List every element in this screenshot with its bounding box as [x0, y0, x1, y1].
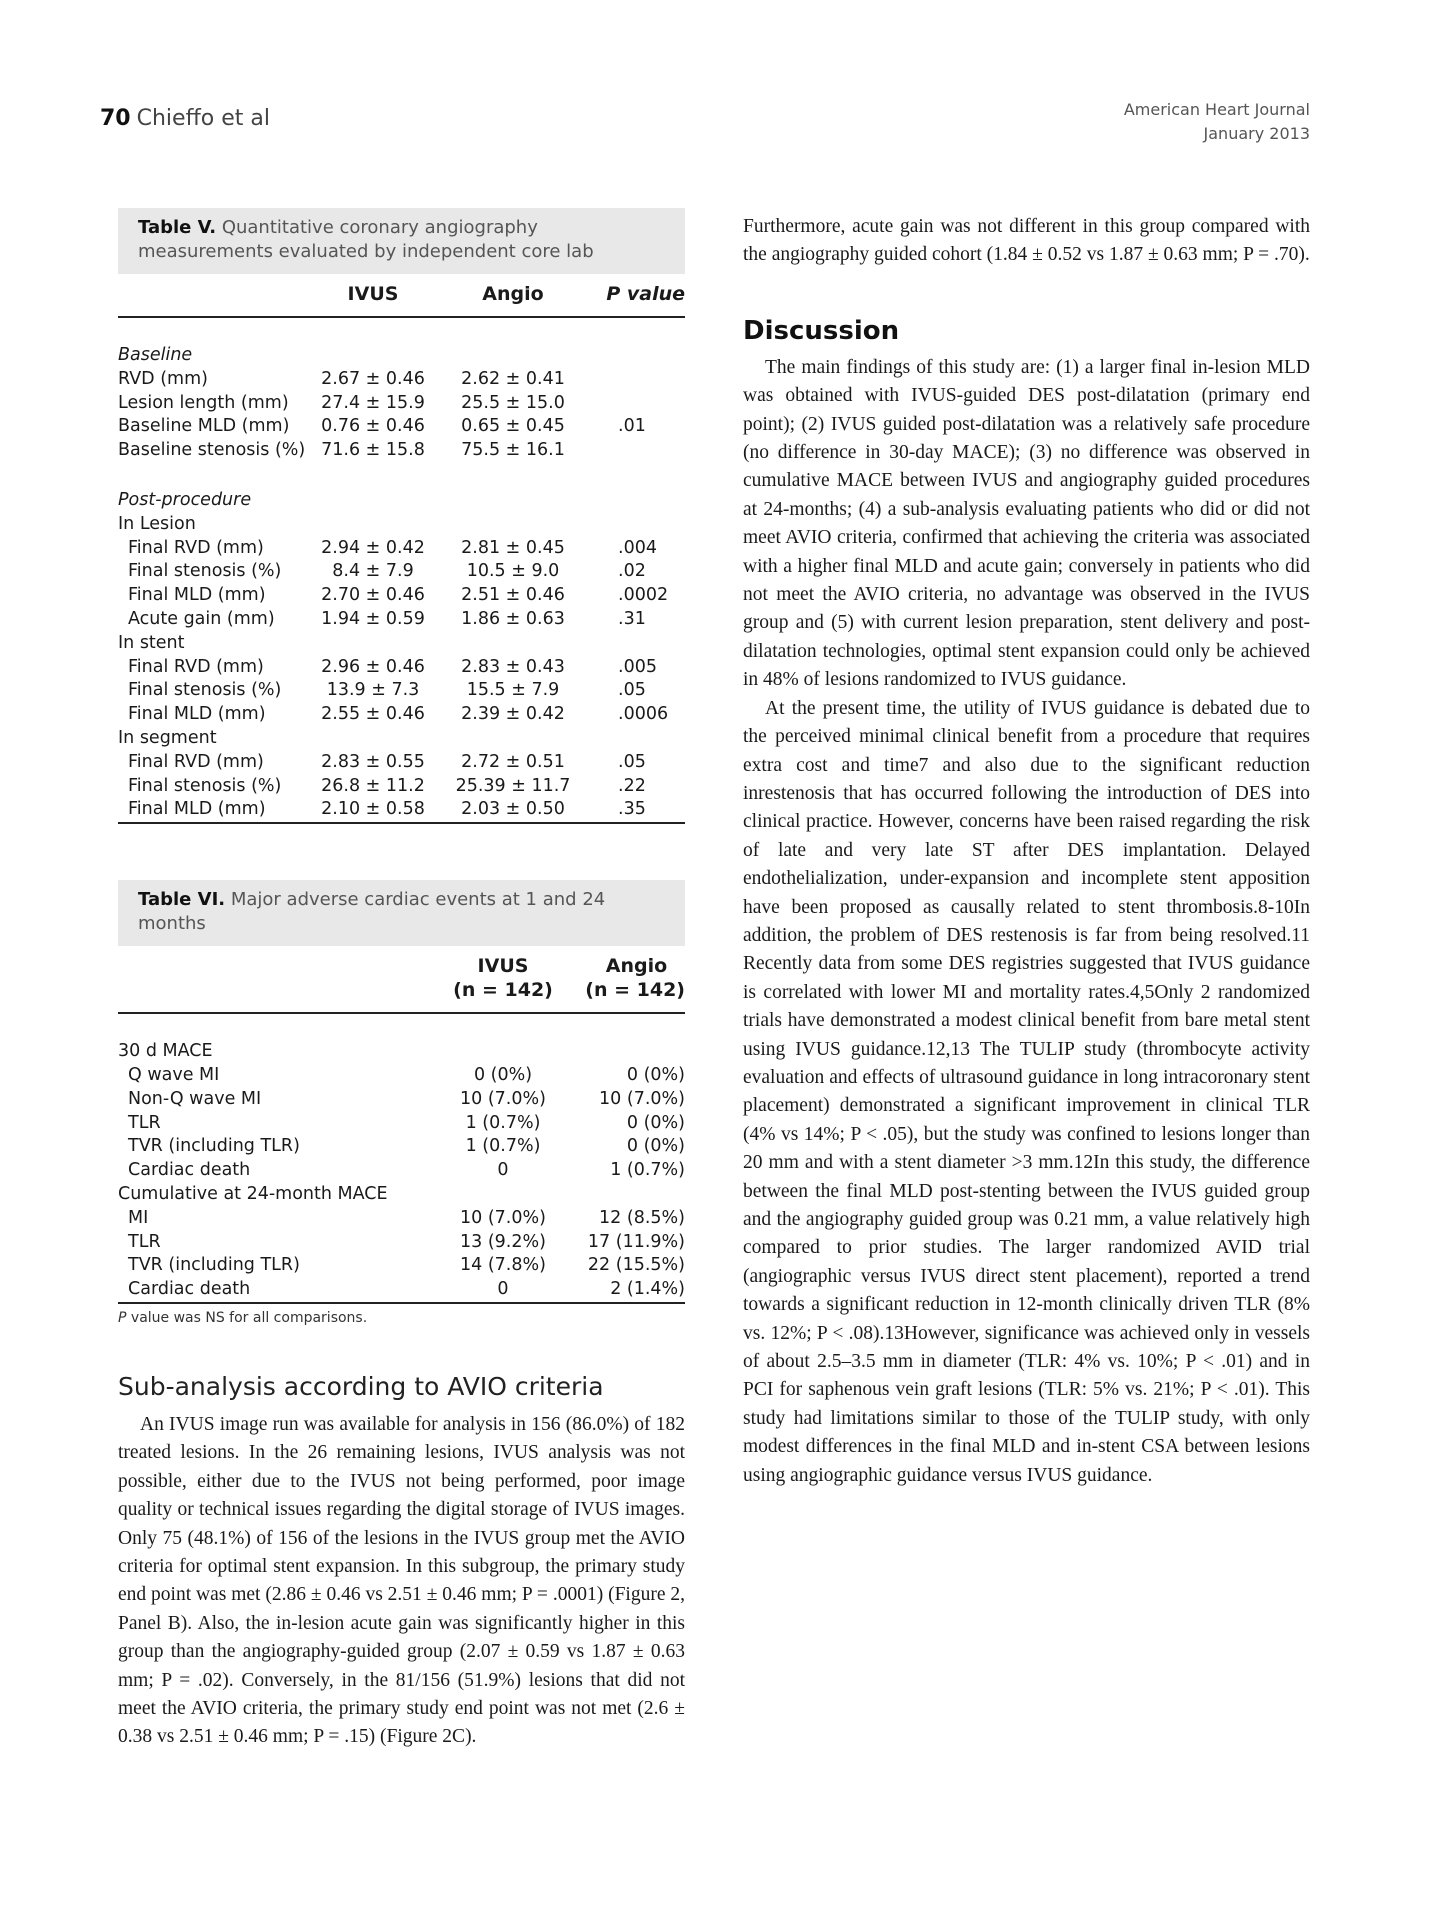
angio-value: 2.62 ± 0.41 — [461, 368, 565, 389]
row-label: Acute gain (mm) — [128, 608, 275, 629]
ivus-value: 0.76 ± 0.46 — [321, 416, 425, 437]
table-v-col-ivus: IVUS — [308, 274, 438, 317]
row-label: TLR — [128, 1112, 161, 1133]
discussion-paragraph-1: The main findings of this study are: (1) a larger final in-lesion MLD was obtained with IVUS-guided DES post-dilatation (primary end point); (2) IVUS guided post-dilatation was a relatively safe procedure (no difference in 30-day MACE); (3) no difference was observed in cumulative MACE between IVUS and angiography guided procedures at 24-months; (4) a sub-analysis evaluating patients who did or did not meet AVIO criteria, confirmed that achieving the criteria was associated with a higher final MLD and acute gain; conversely in patients who did not meet the AVIO criteria, no advantage was observed in the IVUS group and (5) with current lesion preparation, stent delivery and post-dilatation technologies, optimal stent expansion could only be achieved in 48% of lesions randomized to IVUS guidance. — [743, 356, 1310, 691]
table-vi-col-ivus — [438, 946, 568, 1013]
p-value: .05 — [618, 751, 646, 772]
spacer-cell — [438, 317, 588, 344]
ivus-value: 2.55 ± 0.46 — [321, 704, 425, 725]
angio-value: 1.86 ± 0.63 — [461, 608, 565, 629]
table-row — [118, 775, 685, 799]
spacer-cell — [118, 1013, 438, 1040]
table-row — [118, 751, 685, 775]
table-group-row — [118, 727, 685, 751]
page-number: 70 — [100, 106, 131, 131]
spacer-cell — [308, 463, 438, 489]
ivus-value: 1.94 ± 0.59 — [321, 608, 425, 629]
ivus-value: 8.4 ± 7.9 — [332, 561, 414, 582]
group-label: In Lesion — [118, 513, 196, 534]
table-row — [118, 656, 685, 680]
p-value: .02 — [618, 561, 646, 582]
angio-value: 2.51 ± 0.46 — [461, 585, 565, 606]
table-row — [118, 1207, 685, 1231]
running-header-right — [1124, 98, 1310, 146]
table-v-col-pvalue: P value — [588, 274, 685, 317]
row-label: Cardiac death — [128, 1160, 251, 1181]
table-row — [118, 415, 685, 439]
p-value: .004 — [618, 537, 657, 558]
p-value — [588, 368, 685, 392]
p-value: .005 — [618, 656, 657, 677]
angio-value: 15.5 ± 7.9 — [466, 680, 560, 701]
table-group-row — [118, 1040, 685, 1064]
angio-value: 2.03 ± 0.50 — [438, 798, 588, 823]
table-row — [118, 608, 685, 632]
table-vi-header-row — [118, 946, 685, 1013]
table-vi-label: Table VI. — [138, 889, 226, 911]
angio-value: 25.5 ± 15.0 — [461, 392, 565, 413]
discussion-heading: Discussion — [743, 315, 900, 346]
spacer-cell — [588, 463, 685, 489]
ivus-value: 13 (9.2%) — [460, 1231, 546, 1252]
table-v-caption-text: Quantitative coronary angiography measurements evaluated by independent core lab — [138, 217, 594, 262]
table-row — [118, 1112, 685, 1136]
ivus-value: 0 — [438, 1278, 568, 1303]
p-value: .22 — [618, 775, 646, 796]
table-row — [118, 1064, 685, 1088]
row-label: Final MLD (mm) — [128, 704, 266, 725]
group-label: 30 d MACE — [118, 1041, 213, 1062]
table-row — [118, 1278, 685, 1303]
table-row — [118, 1088, 685, 1112]
table-row — [118, 1254, 685, 1278]
subanalysis-heading: Sub-analysis according to AVIO criteria — [118, 1371, 604, 1401]
row-label: Lesion length (mm) — [118, 392, 289, 413]
row-label: Final RVD (mm) — [128, 656, 264, 677]
table-vi-body — [118, 1013, 685, 1303]
angio-value: 25.39 ± 11.7 — [455, 775, 571, 796]
row-label: Baseline MLD (mm) — [118, 416, 290, 437]
ivus-value: 71.6 ± 15.8 — [321, 440, 425, 461]
table-vi-col-angio-n: (n = 142) — [585, 979, 685, 1002]
table-row — [118, 584, 685, 608]
group-label: In stent — [118, 632, 185, 653]
table-group-row — [118, 632, 685, 656]
angio-value: 2.39 ± 0.42 — [461, 704, 565, 725]
header-issue: January 2013 — [1203, 124, 1310, 143]
table-row — [118, 439, 685, 463]
table-vi-col-angio-name: Angio — [605, 955, 668, 978]
angio-value: 0 (0%) — [626, 1112, 685, 1133]
row-label: Non-Q wave MI — [128, 1088, 262, 1109]
angio-value: 10.5 ± 9.0 — [466, 561, 560, 582]
ivus-value: 1 (0.7%) — [465, 1136, 541, 1157]
header-journal: American Heart Journal — [1123, 100, 1310, 119]
p-value: .0002 — [618, 585, 669, 606]
table-row — [118, 392, 685, 416]
subanalysis-paragraph: An IVUS image run was available for analysis in 156 (86.0%) of 182 treated lesions. In the 26 remaining lesions, IVUS analysis was not possible, either due to the IVUS not being performed, poor image quality or technical issues regarding the digital storage of IVUS images. Only 75 (48.1%) of 156 of the lesions in the IVUS group met the AVIO criteria for optimal stent expansion. In this subgroup, the primary study end point was met (2.86 ± 0.46 vs 2.51 ± 0.46 mm; P = .0001) (Figure 2, Panel B). Also, the in-lesion acute gain was significantly higher in this group than the angiography-guided group (2.07 ± 0.59 vs 1.87 ± 0.63 mm; P = .02). Conversely, in the 81/156 (51.9%) lesions that did not meet the AVIO criteria, the primary study end point was not met (2.6 ± 0.38 vs 2.51 ± 0.46 mm; P = .15) (Figure 2C). — [118, 1413, 685, 1748]
right-column — [743, 213, 1310, 1490]
table-v — [118, 274, 685, 824]
row-label: Final stenosis (%) — [128, 680, 282, 701]
table-vi-col-ivus-name: IVUS — [477, 955, 529, 978]
p-value: .05 — [618, 680, 646, 701]
angio-value: 75.5 ± 16.1 — [461, 440, 565, 461]
ivus-value: 10 (7.0%) — [460, 1088, 546, 1109]
table-row — [118, 1135, 685, 1159]
table-group-row — [118, 513, 685, 537]
table-section-row — [118, 344, 685, 368]
angio-value: 1 (0.7%) — [610, 1160, 685, 1181]
row-label: Final MLD (mm) — [118, 798, 308, 823]
table-vi-caption-text: Major adverse cardiac events at 1 and 24 months — [138, 889, 606, 935]
table-row — [118, 537, 685, 561]
table-v-body — [118, 317, 685, 823]
spacer-cell — [308, 317, 438, 344]
angio-value: 10 (7.0%) — [599, 1088, 685, 1109]
row-label: Final stenosis (%) — [128, 561, 282, 582]
table-v-caption — [118, 208, 685, 274]
row-label: MI — [128, 1207, 149, 1228]
group-label: In segment — [118, 727, 217, 748]
angio-value: 2 (1.4%) — [568, 1278, 685, 1303]
discussion-paragraph-2: At the present time, the utility of IVUS guidance is debated due to the perceived minimal clinical benefit from a procedure that requires extra cost and time7 and also due to the significant reduction inrestenosis that has occurred following the introduction of DES into clinical practice. However, concerns have been raised regarding the risk of late and very late ST after DES implantation. Delayed endothelialization, under-expansion and incomplete stent apposition have been proposed as causally related to stent thrombosis.8-10In addition, the problem of DES restenosis is far from being resolved.11 Recently data from some DES registries suggested that IVUS guidance is correlated with lower MI and mortality rates.4,5Only 2 randomized trials have demonstrated a modest clinical benefit from bare metal stent using IVUS guidance.12,13 The TULIP study (thrombocyte activity evaluation and effects of ultrasound guidance in long intracoronary stent placement) demonstrated a significant improvement in clinical TLR (4% vs 14%; P < .05), but the study was confined to lesions longer than 20 mm and with a stent diameter >3 mm.12In this study, the difference between the final MLD post-stenting between the IVUS guided group and the angiography guided group was 0.21 mm, a value relatively high compared to prior studies. The larger randomized AVID trial (angiographic versus IVUS direct stent placement), reported a trend towards a significant reduction in 12-month clinically driven TLR (8% vs. 12%; P < .08).13However, significance was achieved only in vessels of about 2.5–3.5 mm in diameter (TLR: 4% vs. 10%; P < .01) and in PCI for saphenous vein graft lesions (TLR: 5% vs. 21%; P < .01). This study had limitations similar to those of the TULIP study, with only modest differences in the final MLD and in-stent CSA between lesions using angiographic guidance versus IVUS guidance. — [743, 697, 1310, 1486]
table-row — [118, 798, 685, 823]
row-label: TLR — [128, 1231, 161, 1252]
table-v-col-angio: Angio — [438, 274, 588, 317]
table-row — [118, 368, 685, 392]
ivus-value: 2.83 ± 0.55 — [321, 751, 425, 772]
table-vi-footnote — [118, 1310, 685, 1326]
spacer-cell — [438, 463, 588, 489]
running-header-left — [100, 106, 270, 131]
p-value: .01 — [618, 416, 646, 437]
ivus-value: 2.94 ± 0.42 — [321, 537, 425, 558]
angio-value: 2.83 ± 0.43 — [461, 656, 565, 677]
table-section-row — [118, 489, 685, 513]
ivus-value: 2.96 ± 0.46 — [321, 656, 425, 677]
ivus-value: 27.4 ± 15.9 — [321, 392, 425, 413]
row-label: Final RVD (mm) — [128, 751, 264, 772]
spacer-cell — [118, 317, 308, 344]
ivus-value: 2.70 ± 0.46 — [321, 585, 425, 606]
table-row — [118, 703, 685, 727]
header-authors: Chieffo et al — [136, 106, 270, 131]
section-label: Post-procedure — [118, 489, 252, 510]
p-value: .35 — [588, 798, 685, 823]
ivus-value: 2.10 ± 0.58 — [308, 798, 438, 823]
row-label: Final stenosis (%) — [128, 775, 282, 796]
spacer-cell — [568, 1013, 685, 1040]
ivus-value: 0 (0%) — [473, 1064, 533, 1085]
footnote-text: value was NS for all comparisons. — [126, 1309, 368, 1326]
angio-value: 22 (15.5%) — [587, 1255, 685, 1276]
p-value — [588, 439, 685, 463]
table-row — [118, 560, 685, 584]
ivus-value: 2.67 ± 0.46 — [321, 368, 425, 389]
continued-paragraph: Furthermore, acute gain was not different in this group compared with the angiography guided cohort (1.84 ± 0.52 vs 1.87 ± 0.63 mm; P = .70). — [743, 216, 1310, 266]
table-spacer-row — [118, 463, 685, 489]
p-value: .31 — [618, 608, 646, 629]
row-label: Baseline stenosis (%) — [118, 440, 306, 461]
angio-value: 2.72 ± 0.51 — [461, 751, 565, 772]
row-label: RVD (mm) — [118, 368, 208, 389]
section-label: Baseline — [118, 345, 193, 365]
ivus-value: 14 (7.8%) — [460, 1255, 546, 1276]
angio-value: 12 (8.5%) — [599, 1207, 685, 1228]
ivus-value: 10 (7.0%) — [460, 1207, 546, 1228]
left-column — [118, 208, 685, 1752]
table-vi-col-ivus-n: (n = 142) — [453, 979, 553, 1002]
table-v-header-row — [118, 274, 685, 317]
ivus-value: 26.8 ± 11.2 — [321, 775, 425, 796]
table-spacer-row — [118, 1013, 685, 1040]
row-label: TVR (including TLR) — [128, 1255, 300, 1276]
table-row — [118, 679, 685, 703]
spacer-cell — [588, 317, 685, 344]
angio-value: 0.65 ± 0.45 — [461, 416, 565, 437]
p-value: .0006 — [618, 704, 669, 725]
table-vi-caption — [118, 880, 685, 946]
angio-value: 0 (0%) — [626, 1064, 685, 1085]
table-row — [118, 1159, 685, 1183]
row-label: Q wave MI — [128, 1064, 220, 1085]
table-v-col-label — [118, 274, 308, 317]
table-spacer-row — [118, 317, 685, 344]
row-label: Final RVD (mm) — [128, 537, 264, 558]
angio-value: 2.81 ± 0.45 — [461, 537, 565, 558]
group-label: Cumulative at 24-month MACE — [118, 1183, 388, 1204]
ivus-value: 0 — [497, 1160, 509, 1181]
footnote-p-symbol: P — [118, 1309, 127, 1326]
row-label: TVR (including TLR) — [128, 1136, 300, 1157]
angio-value: 17 (11.9%) — [587, 1231, 685, 1252]
ivus-value: 13.9 ± 7.3 — [326, 680, 420, 701]
table-v-label: Table V. — [138, 217, 217, 238]
row-label: Cardiac death — [118, 1278, 438, 1303]
table-vi — [118, 946, 685, 1304]
table-row — [118, 1231, 685, 1255]
row-label: Final MLD (mm) — [128, 585, 266, 606]
table-group-row — [118, 1183, 685, 1207]
angio-value: 0 (0%) — [626, 1136, 685, 1157]
table-vi-col-angio — [568, 946, 685, 1013]
spacer-cell — [118, 463, 308, 489]
ivus-value: 1 (0.7%) — [465, 1112, 541, 1133]
p-value — [588, 392, 685, 416]
spacer-cell — [438, 1013, 568, 1040]
